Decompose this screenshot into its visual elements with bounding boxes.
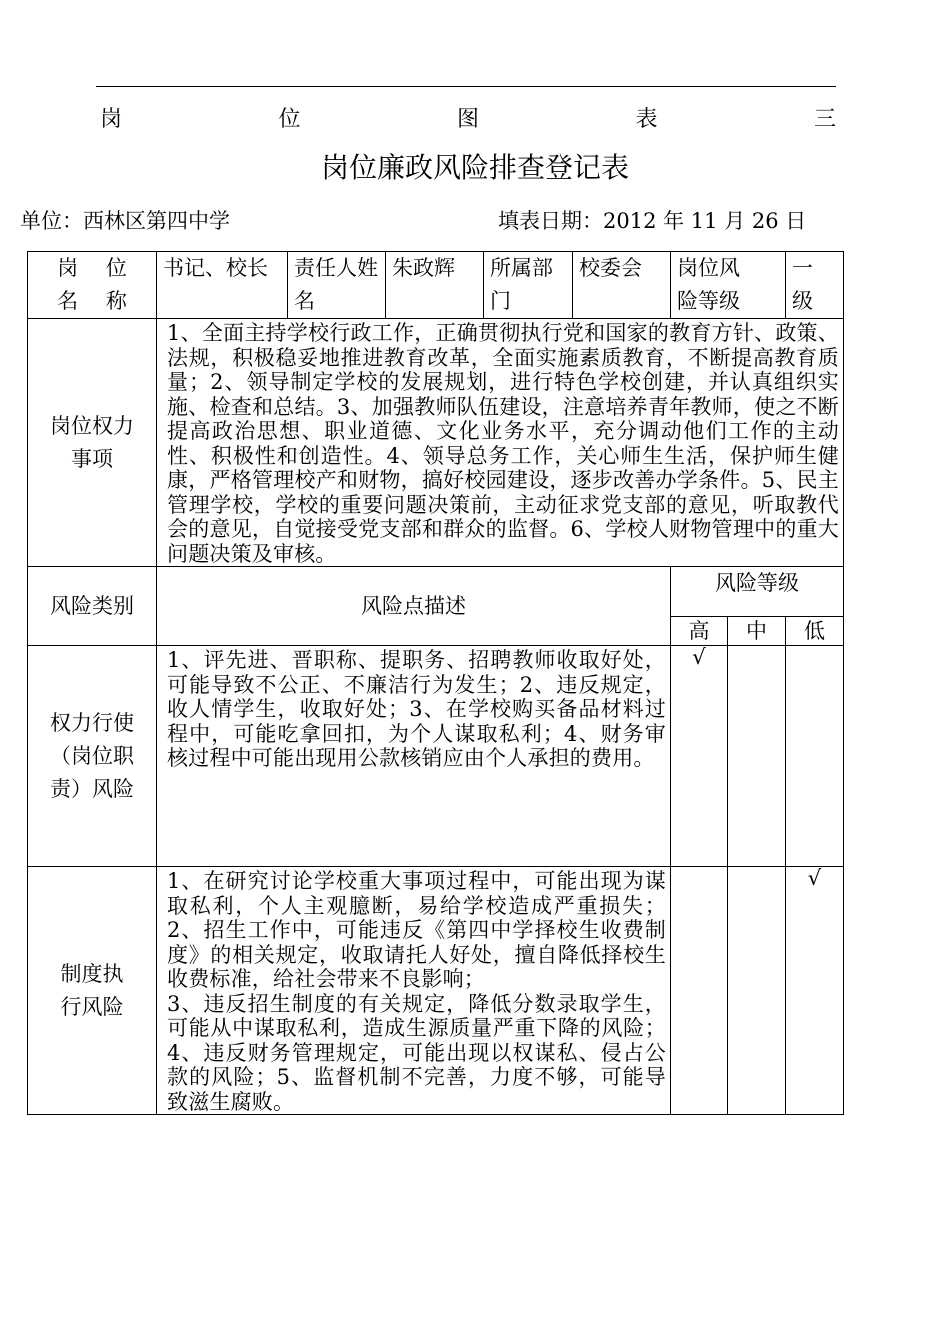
risk-category: 制度执行风险 [28, 867, 157, 1115]
date-line: 填表日期：2012 年 11 月 26 日 [498, 209, 807, 233]
person-name: 朱政辉 [386, 252, 484, 319]
unit-line: 单位：西林区第四中学 [20, 209, 230, 233]
risk-row [28, 867, 844, 1115]
power-label: 岗位权力事项 [28, 319, 157, 567]
risk-row [28, 646, 844, 867]
level-high-header: 高 [671, 617, 728, 646]
header-char: 三 [813, 107, 836, 132]
risk-category: 权力行使（岗位职责）风险 [28, 646, 157, 867]
post-name-value: 书记、校长 [157, 252, 288, 319]
header-char: 位 [278, 107, 301, 132]
risk-level-label: 岗位风险等级 [671, 252, 786, 319]
person-label: 责任人姓名 [288, 252, 386, 319]
power-row [28, 319, 844, 567]
level-mid-header: 中 [728, 617, 786, 646]
risk-level-header: 风险等级 [671, 567, 844, 617]
risk-high-mark: √ [671, 646, 728, 867]
risk-low-mark [786, 646, 844, 867]
risk-mid-mark [728, 867, 786, 1115]
header-rule [96, 86, 836, 87]
risk-low-mark: √ [786, 867, 844, 1115]
dept-name: 校委会 [573, 252, 671, 319]
header-char: 表 [635, 107, 658, 132]
power-text: 1、全面主持学校行政工作，正确贯彻执行党和国家的教育方针、政策、法规，积极稳妥地推进教育改革，全面实施素质教育，不断提高教育质量；2、领导制定学校的发展规划，进行特色学校创建，并认真组织实施、检查和总结。3、加强教师队伍建设，注意培养青年教师，使之不断提高政治思想、职业道德、文化业务水平，充分调动他们工作的主动性、积极性和创造性。4、领导总务工作，关心师生生活，保护师生健康，严格管理校产和财物，搞好校园建设，逐步改善办学条件。5、民主管理学校，学校的重要问题决策前，主动征求党支部的意见，听取教代会的意见，自觉接受党支部和群众的监督。6、学校人财物管理中的重大问题决策及审核。 [157, 319, 844, 567]
document-title: 岗位廉政风险排查登记表 [320, 151, 629, 184]
risk-category-header: 风险类别 [28, 567, 157, 646]
running-header [100, 105, 836, 135]
header-char: 岗 [100, 107, 123, 132]
risk-description: 1、评先进、晋职称、提职务、招聘教师收取好处，可能导致不公正、不廉洁行为发生；2、违反规定，收人情学生，收取好处；3、在学校购买备品材料过程中，可能吃拿回扣，为个人谋取私利；4、财务审核过程中可能出现用公款核销应由个人承担的费用。 [157, 646, 671, 867]
post-name-label-line2: 名 称 [57, 289, 127, 313]
risk-level-value: 一级 [786, 252, 844, 319]
risk-description: 1、在研究讨论学校重大事项过程中，可能出现为谋取私利，个人主观臆断，易给学校造成严重损失；2、招生工作中，可能违反《第四中学择校生收费制度》的相关规定，收取请托人好处，擅自降低择校生收费标准，给社会带来不良影响； 3、违反招生制度的有关规定，降低分数录取学生，可能从中谋取私利，造成生源质量严重下降的风险；4、违反财务管理规定，可能出现以权谋私、侵占公款的风险；5、监督机制不完善，力度不够，可能导致滋生腐败。 [157, 867, 671, 1115]
risk-high-mark [671, 867, 728, 1115]
dept-label: 所属部门 [484, 252, 573, 319]
risk-header-row [28, 567, 844, 617]
post-row [28, 252, 844, 319]
post-name-label-line1: 岗 位 [57, 256, 127, 280]
level-low-header: 低 [786, 617, 844, 646]
risk-description-header: 风险点描述 [157, 567, 671, 646]
header-char: 图 [456, 107, 479, 132]
risk-mid-mark [728, 646, 786, 867]
post-name-label-cell [28, 252, 157, 319]
risk-register-table [27, 251, 844, 1115]
